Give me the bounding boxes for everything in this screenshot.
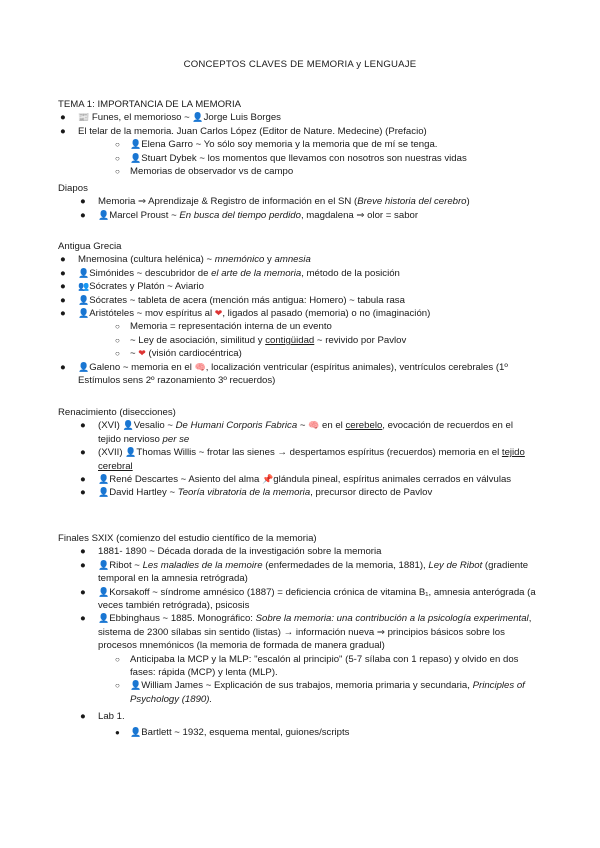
list-item: ● 👤David Hartley ~ Teoría vibratoria de la memoria, precursor directo de Pavlov (80, 487, 433, 499)
person-icon: 👤 (130, 139, 142, 150)
list-item: ○ ~ Ley de asociación, similitud y contigüidad ~ revivido por Pavlov (115, 334, 407, 346)
people-icon: 👥 (78, 281, 90, 292)
list-item: ● (XVI) 👤Vesalio ~ De Humani Corporis Fabrica ~ 🧠 en el cerebelo, evocación de recuerdos en el tejido nervioso per se (80, 420, 513, 445)
section-heading: Renacimiento (disecciones) (58, 407, 176, 418)
person-icon: 👤 (130, 152, 142, 163)
person-icon: 👤 (78, 267, 90, 278)
list-item: ○ Memoria = representación interna de un evento (115, 321, 332, 333)
person-icon: 👤 (125, 447, 137, 458)
list-item: ● Lab 1. (80, 711, 125, 723)
section-heading: Antigua Grecia (58, 241, 122, 252)
heart-icon: ❤ (214, 308, 223, 319)
person-icon: 👤 (78, 308, 90, 319)
newspaper-icon: 📰 (78, 112, 90, 123)
list-item: ● Memoria ⇒ Aprendizaje & Registro de información en el SN (Breve historia del cerebro) (80, 196, 470, 208)
list-item: ● 👤Ebbinghaus ~ 1885. Monográfico: Sobre la memoria: una contribución a la psicología experimental, sistema de 2300 sílabas sin sentido (listas) → información nueva ⇒ principios básicos sobre los procesos mnemónicos (la memoria de formada de manera gradual) (80, 613, 532, 652)
person-icon: 👤 (98, 559, 110, 570)
pushpin-icon: 📌 (262, 474, 274, 485)
list-item: ● Mnemosina (cultura helénica) ~ mnemónico y amnesia (60, 254, 311, 266)
list-item: ● El telar de la memoria. Juan Carlos López (Editor de Nature. Medecine) (Prefacio) (60, 125, 427, 137)
list-item: ● 👤Simónides ~ descubridor de el arte de la memoria, método de la posición (60, 267, 400, 279)
person-icon: 👤 (122, 420, 134, 431)
section-renacimiento (58, 406, 542, 500)
section-finales-sxix (58, 532, 542, 739)
list-item: ● (XVII) 👤Thomas Willis ~ frotar las sienes → despertamos espíritus (recuerdos) memoria en el tejido cerebral (80, 447, 525, 472)
person-icon: 👤 (192, 112, 204, 123)
list-item: ● 📰 Funes, el memorioso ~ 👤Jorge Luis Borges (60, 112, 281, 124)
list-item: ○ 👤Elena Garro ~ Yo sólo soy memoria y la memoria que de mí se tenga. (115, 139, 438, 151)
list-item: ○ 👤William James ~ Explicación de sus trabajos, memoria primaria y secundaria, Principles of Psychology (1890). (115, 680, 525, 705)
list-item: ● 👤Galeno ~ memoria en el 🧠, localización ventricular (espíritus animales), ventrículos cerebrales (1º Estímulos sens 2º razonamiento 3º recuerdos) (60, 361, 508, 387)
list-item: ● 👤Sócrates ~ tableta de acera (mención más antigua: Homero) ~ tabula rasa (60, 294, 405, 306)
heart-icon: ❤ (138, 348, 146, 359)
section-heading: Finales SXIX (comienzo del estudio científico de la memoria) (58, 533, 317, 544)
list-item: ● 👤Aristóteles ~ mov espíritus al ❤, ligados al pasado (memoria) o no (imaginación) (60, 308, 431, 320)
brain-icon: 🧠 (194, 361, 206, 372)
list-item: ○ Anticipaba la MCP y la MLP: "escalón al principio" (5-7 sílaba con 1 repaso) y olvido en dos fases: rápida (MCP) y lenta (MLP). (115, 653, 519, 679)
section-tema1 (58, 98, 538, 178)
list-item: ● 👤Korsakoff ~ síndrome amnésico (1887) = deficiencia crónica de vitamina B₁, amnesia anterógrada (a veces también retrógrada), psicosis (80, 586, 536, 612)
section-heading: TEMA 1: IMPORTANCIA DE LA MEMORIA (58, 99, 242, 110)
list-item: ● 👤Bartlett ~ 1932, esquema mental, guiones/scripts (115, 726, 350, 738)
person-icon: 👤 (130, 680, 142, 691)
person-icon: 👤 (130, 726, 142, 737)
person-icon: 👤 (98, 209, 110, 220)
person-icon: 👤 (98, 474, 110, 485)
person-icon: 👤 (78, 294, 90, 305)
list-item: ○ 👤Stuart Dybek ~ los momentos que llevamos con nosotros son nuestras vidas (115, 152, 467, 164)
list-item: ○ Memorias de observador vs de campo (115, 166, 294, 178)
section-antigua-grecia (58, 240, 542, 387)
list-item: ● 👤Ribot ~ Les maladies de la memoire (enfermedades de la memoria, 1881), Ley de Ribot (gradiente temporal en la amnesia retrógrada) (80, 559, 529, 585)
list-item: ● 👤Marcel Proust ~ En busca del tiempo perdido, magdalena ⇒ olor = sabor (80, 209, 419, 221)
person-icon: 👤 (98, 487, 110, 498)
list-item: ● 👤René Descartes ~ Asiento del alma 📌glándula pineal, espíritus animales cerrados en válvulas (80, 474, 512, 486)
person-icon: 👤 (98, 586, 110, 597)
section-diapos (58, 182, 538, 222)
page-title: CONCEPTOS CLAVES DE MEMORIA y LENGUAJE (183, 59, 417, 70)
section-heading: Diapos (58, 183, 88, 194)
list-item: ● 👥Sócrates y Platón ~ Aviario (60, 281, 204, 293)
list-item: ○ ~ ❤ (visión cardiocéntrica) (115, 348, 242, 360)
person-icon: 👤 (78, 361, 90, 372)
list-item: ● 1881- 1890 ~ Década dorada de la investigación sobre la memoria (80, 546, 382, 558)
brain-icon: 🧠 (308, 420, 320, 431)
person-icon: 👤 (98, 613, 110, 624)
